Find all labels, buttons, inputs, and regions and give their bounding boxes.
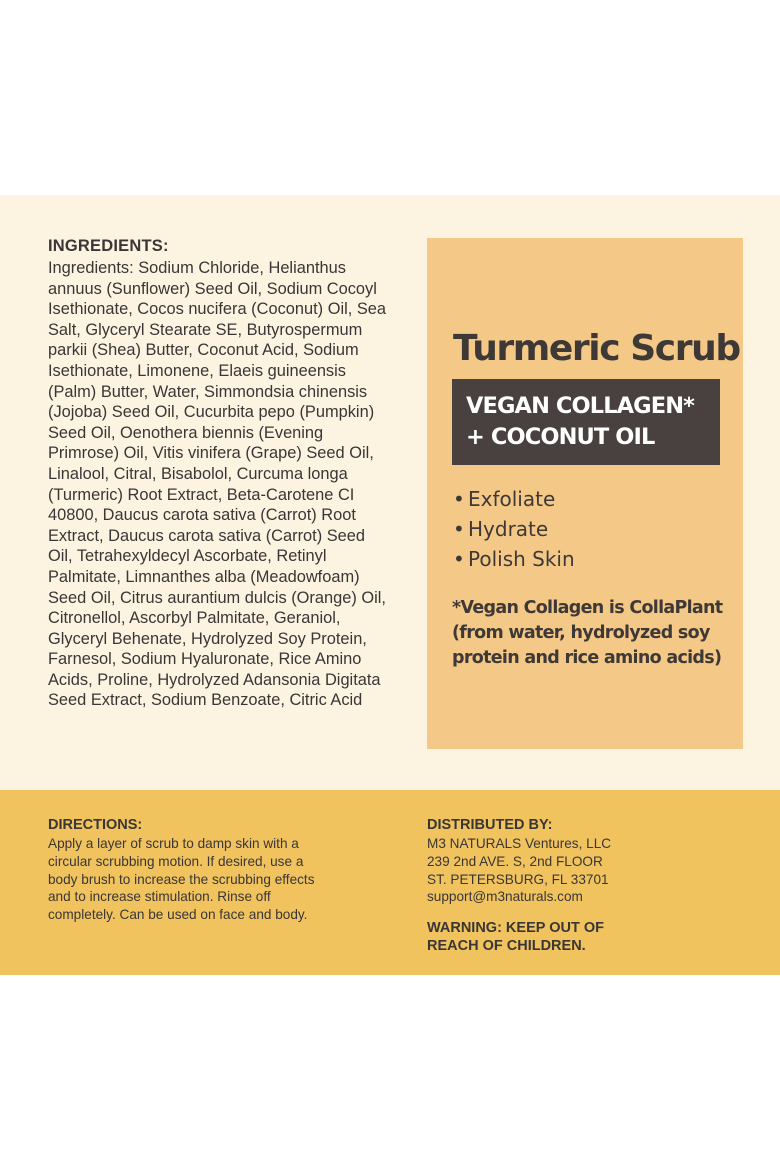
distributor-company: M3 NATURALS Ventures, LLC	[427, 836, 612, 851]
benefit-label: Polish Skin	[468, 547, 575, 571]
ingredients-heading: INGREDIENTS:	[48, 237, 169, 255]
benefit-label: Exfoliate	[468, 487, 556, 511]
ingredients-text: Ingredients: Sodium Chloride, Helianthus annuus (Sunflower) Seed Oil, Sodium Cocoyl Isethionate, Cocos nucifera (Coconut) Oil, Sea Salt, Glyceryl Stearate SE, Butyrospermum parkii (Shea) Butter, Coconut Acid, Sodium Isethionate, Limonene, Elaeis guineensis (Palm) Butter, Water, Simmondsia chinensis (Jojoba) Seed Oil, Cucurbita pepo (Pumpkin) Seed Oil, Oenothera biennis (Evening Primrose) Oil, Vitis vinifera (Grape) Seed Oil, Linalool, Citral, Bisabolol, Curcuma longa (Turmeric) Root Extract, Beta-Carotene CI 40800, Daucus carota sativa (Carrot) Root Extract, Daucus carota sativa (Carrot) Seed Oil, Tetrahexyldecyl Ascorbate, Retinyl Palmitate, Limnanthes alba (Meadowfoam) Seed Oil, Citrus aurantium dulcis (Orange) Oil, Citronellol, Ascorbyl Palmitate, Geraniol, Glyceryl Behenate, Hydrolyzed Soy Protein, Farnesol, Sodium Hyaluronate, Rice Amino Acids, Proline, Hydrolyzed Adansonia Digitata Seed Extract, Sodium Benzoate, Citric Acid	[48, 259, 387, 710]
directions-heading: DIRECTIONS:	[48, 817, 143, 833]
directions-line: body brush to increase the scrubbing effects	[48, 871, 315, 887]
tagline-line-2: + COCONUT OIL	[466, 424, 655, 450]
directions-line: and to increase stimulation. Rinse off	[48, 889, 271, 905]
warning-text	[427, 920, 737, 955]
distributor-address	[427, 835, 737, 906]
footnote-line: protein and rice amino acids)	[452, 648, 722, 668]
directions-line: circular scrubbing motion. If desired, use a	[48, 853, 304, 869]
benefit-item	[453, 514, 575, 544]
distributor-email: support@m3naturals.com	[427, 889, 583, 905]
benefits-list	[453, 484, 575, 574]
distributor-street: 239 2nd AVE. S, 2nd FLOOR	[427, 853, 603, 869]
directions-section	[48, 817, 358, 924]
distributor-heading: DISTRIBUTED BY:	[427, 817, 553, 833]
directions-line: completely. Can be used on face and body.	[48, 907, 308, 923]
benefit-item	[453, 484, 575, 514]
warning-line: REACH OF CHILDREN.	[427, 937, 586, 954]
distributor-section	[427, 817, 737, 955]
directions-text	[48, 835, 358, 924]
product-panel	[427, 238, 743, 749]
ingredients-section	[48, 236, 393, 711]
warning-line: WARNING: KEEP OUT OF	[427, 920, 604, 937]
benefit-item	[453, 544, 575, 574]
tagline-box	[452, 379, 720, 465]
tagline-line-1: VEGAN COLLAGEN*	[466, 393, 694, 419]
bullet-icon: •	[453, 517, 465, 541]
footnote-line: *Vegan Collagen is CollaPlant	[452, 598, 723, 618]
benefit-label: Hydrate	[468, 517, 549, 541]
collagen-footnote	[452, 596, 742, 671]
footnote-line: (from water, hydrolyzed soy	[452, 623, 710, 643]
directions-line: Apply a layer of scrub to damp skin with a	[48, 836, 299, 851]
bullet-icon: •	[453, 547, 465, 571]
distributor-city: ST. PETERSBURG, FL 33701	[427, 871, 609, 887]
bullet-icon: •	[453, 487, 465, 511]
product-title: Turmeric Scrub	[453, 328, 740, 369]
